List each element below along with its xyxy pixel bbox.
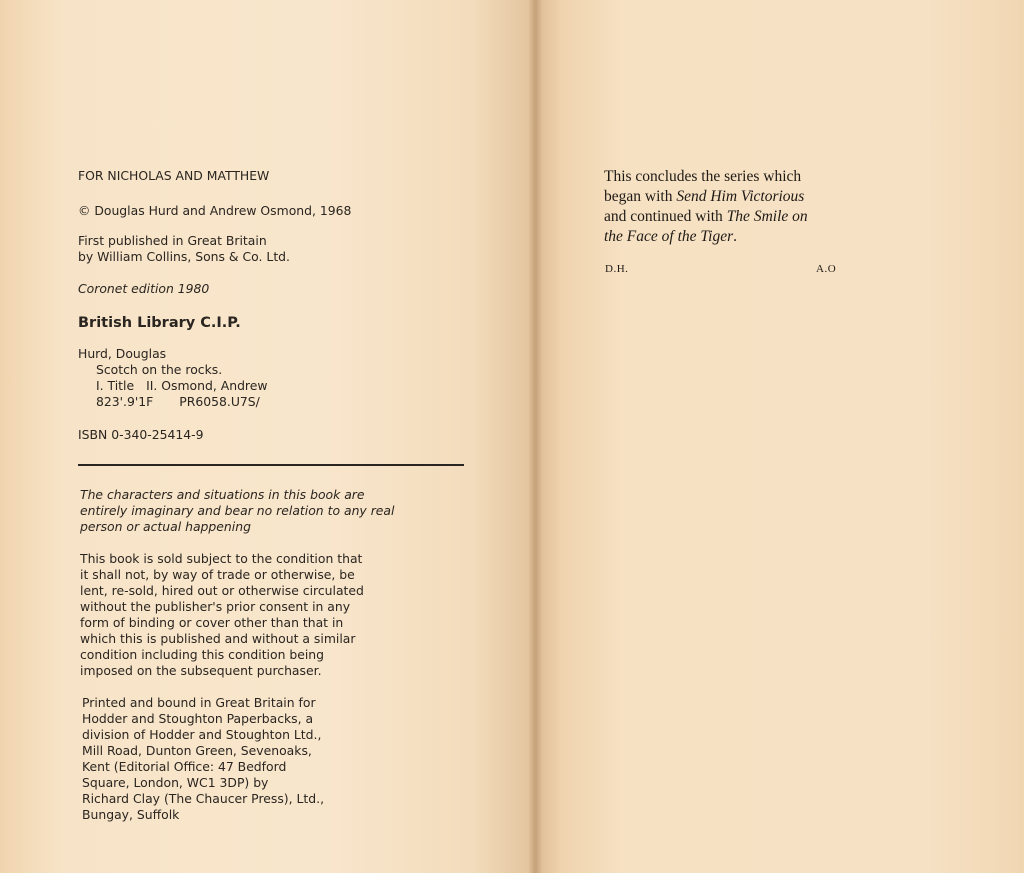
printer-line: Richard Clay (The Chaucer Press), Ltd.,: [82, 791, 325, 806]
series-note-line: [604, 227, 808, 247]
printer-line: Kent (Editorial Office: 47 Bedford: [82, 759, 287, 774]
cip-class-numbers: [78, 394, 268, 410]
conditions-line: condition including this condition being: [80, 647, 325, 662]
series-note-line: [604, 207, 808, 227]
first-published-line: by William Collins, Sons & Co. Ltd.: [78, 249, 290, 264]
conditions-line: which this is published and without a similar: [80, 631, 356, 646]
dedication: FOR NICHOLAS AND MATTHEW: [78, 168, 270, 183]
cip-classification: 823'.9'1F: [96, 394, 154, 409]
printer-line: division of Hodder and Stoughton Ltd.,: [82, 727, 322, 742]
printer-line: Printed and bound in Great Britain for: [82, 695, 316, 710]
series-note-text: and continued with: [604, 208, 727, 225]
cip-heading-2: II. Osmond, Andrew: [146, 378, 268, 393]
copyright-notice: © Douglas Hurd and Andrew Osmond, 1968: [78, 203, 352, 218]
cip-heading-1: I. Title: [96, 378, 135, 393]
cip-entry: [78, 346, 268, 410]
first-published: [78, 233, 290, 265]
series-note: [604, 167, 808, 247]
disclaimer: [80, 487, 394, 535]
initials-dh: D.H.: [605, 263, 629, 275]
sale-conditions: [80, 551, 364, 679]
initials-ao: A.O: [816, 263, 837, 275]
book-title: The Smile on: [726, 208, 808, 225]
printer-line: Hodder and Stoughton Paperbacks, a: [82, 711, 314, 726]
book-title: Send Him Victorious: [676, 188, 805, 205]
conditions-line: without the publisher's prior consent in any: [80, 599, 351, 614]
printer-line: Square, London, WC1 3DP) by: [82, 775, 269, 790]
conditions-line: form of binding or cover other than that in: [80, 615, 344, 630]
disclaimer-line: The characters and situations in this book are: [80, 487, 365, 502]
conditions-line: This book is sold subject to the condition that: [80, 551, 363, 566]
conditions-line: lent, re-sold, hired out or otherwise circulated: [80, 583, 364, 598]
conditions-line: imposed on the subsequent purchaser.: [80, 663, 322, 678]
disclaimer-line: entirely imaginary and bear no relation to any real: [80, 503, 395, 518]
series-note-text: .: [733, 228, 738, 245]
cip-author: Hurd, Douglas: [78, 346, 167, 361]
isbn: ISBN 0-340-25414-9: [78, 427, 204, 442]
disclaimer-line: person or actual happening: [80, 519, 251, 534]
book-title: the Face of the Tiger: [604, 228, 734, 245]
cip-headings: [78, 378, 268, 394]
series-note-line: [604, 187, 808, 207]
printer-line: Bungay, Suffolk: [82, 807, 180, 822]
first-published-line: First published in Great Britain: [78, 233, 267, 248]
cip-heading: British Library C.I.P.: [78, 315, 241, 331]
right-page: [536, 0, 1024, 873]
printer-line: Mill Road, Dunton Green, Sevenoaks,: [82, 743, 312, 758]
edition-note: Coronet edition 1980: [78, 281, 210, 296]
printer-info: [82, 695, 324, 823]
cip-call-number: PR6058.U7S/: [179, 394, 260, 409]
book-gutter: [528, 0, 542, 873]
conditions-line: it shall not, by way of trade or otherwise, be: [80, 567, 355, 582]
series-note-line: This concludes the series which: [604, 168, 802, 185]
divider-rule: [78, 464, 464, 466]
series-note-text: began with: [604, 188, 677, 205]
cip-title: Scotch on the rocks.: [96, 362, 223, 377]
